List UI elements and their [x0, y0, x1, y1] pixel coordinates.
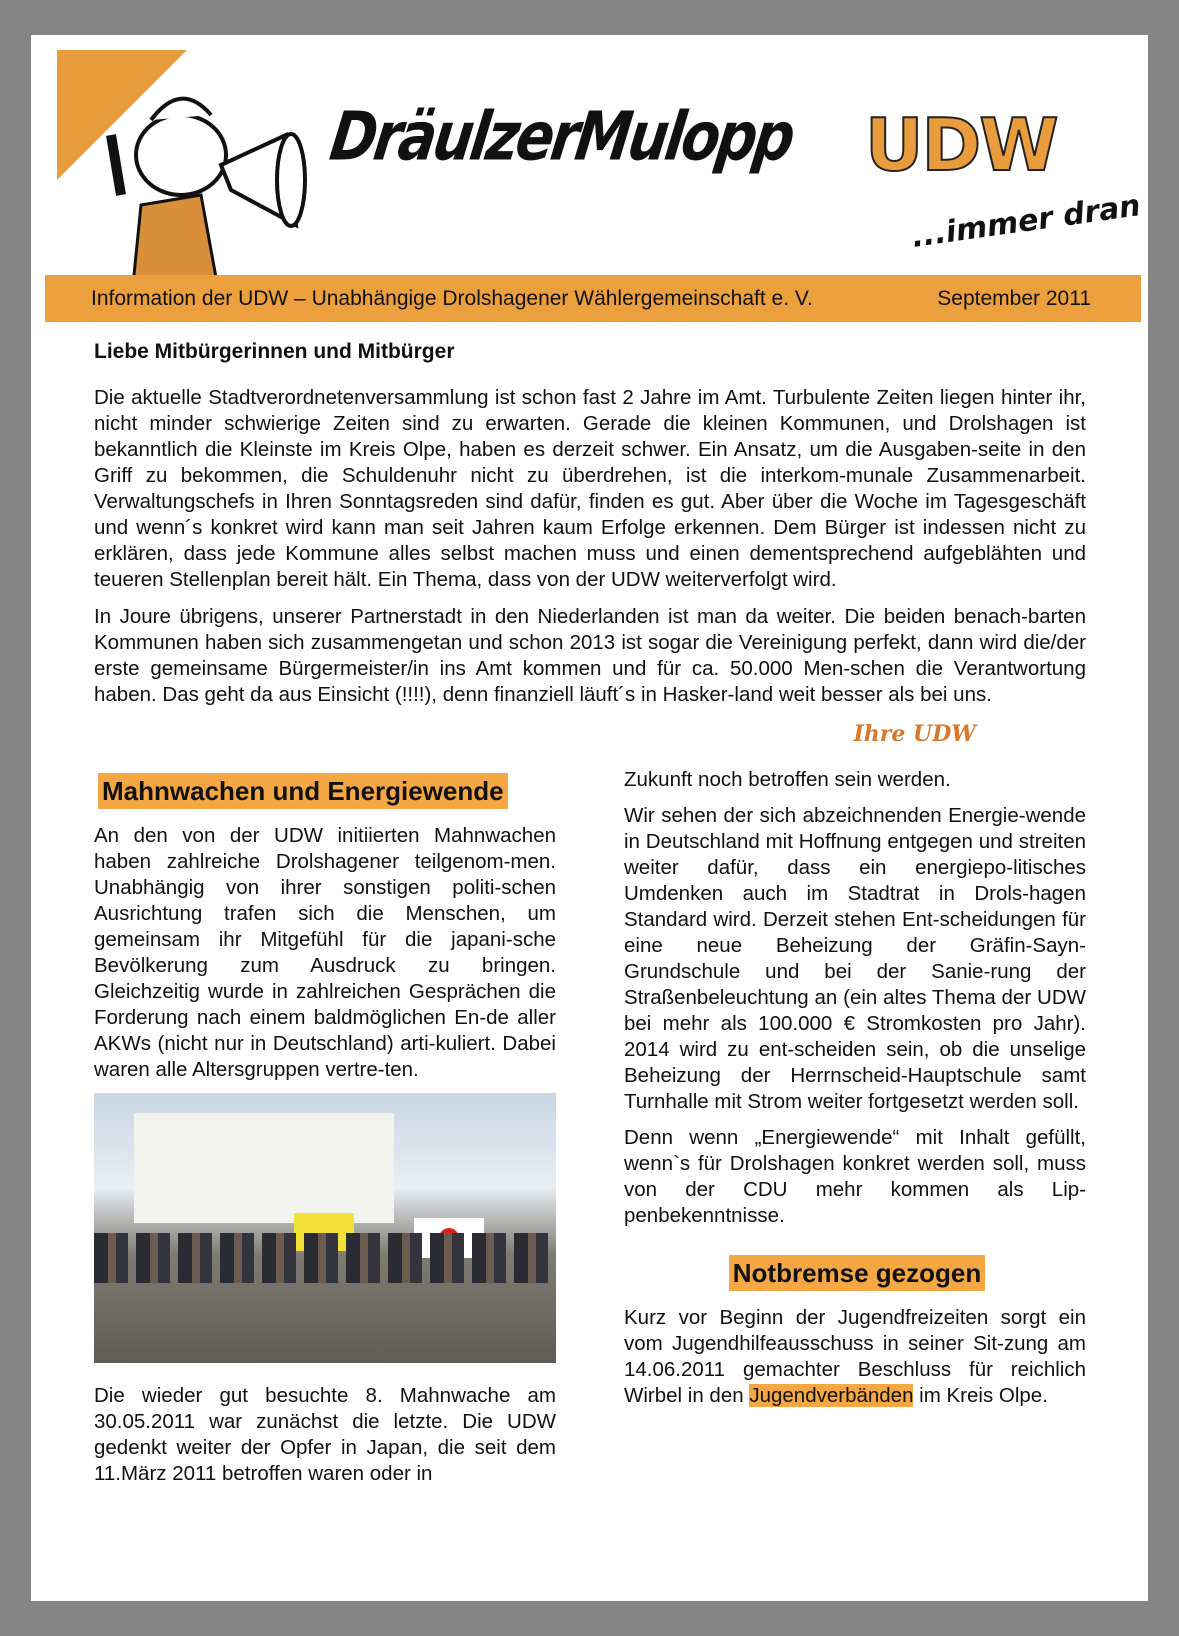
- text-run: im Kreis Olpe.: [913, 1384, 1048, 1407]
- article-paragraph: Wir sehen der sich abzeichnenden Energie-wende in Deutschland mit Hoffnung entgegen und streiten weiter dafür, dass ein energiepo-litisches Umdenken auch im Stadtrat in Drols-hagen Standard wird. Derzeit stehen Ent-scheidungen für eine neue Beheizung der Gräfin-Sayn-Grundschule und bei der Sanie-rung der Straßenbeleuchtung an (ein altes Thema der UDW bei mehr als 100.000 € Stromkosten pro Jahr). 2014 wird zu ent-scheiden sein, ob die unselige Beheizung der Herrnscheid-Hauptschule samt Turnhalle mit Strom weiter fortgesetzt werden soll.: [624, 804, 1086, 1113]
- intro-paragraph: Die aktuelle Stadtverordnetenversammlung ist schon fast 2 Jahre im Amt. Turbulente Zeiten liegen hinter ihr, nicht minder schwierige Zeiten sind zu erwarten. Gerade die kleinen Kommunen, und Drolshagen ist bekanntlich die Kleinste im Kreis Olpe, haben es derzeit schwer. Ein Ansatz, um die Ausgaben-seite in den Griff zu bekommen, die Schuldenuhr nicht zu überdrehen, ist die interkom-munale Zusammenarbeit. Verwaltungschefs in Ihren Sonntagsreden sind dafür, finden es gut. Aber über die Woche im Tagesgeschäft und wenn´s konkret wird kann man seit Jahren kaum Erfolge erkennen. Dem Bürger ist indessen nicht zu erklären, dass jede Kommune alles selbst machen muss und einen dementsprechend aufgeblähten und teueren Stellenplan bereit hält. Ein Thema, dass von der UDW weiterverfolgt wird.: [94, 386, 1086, 591]
- article-paragraph: An den von der UDW initiierten Mahnwachen haben zahlreiche Drolshagener teilgenom-men. Unabhängig von ihrer sonstigen politi-schen Ausrichtung trafen sich die Menschen, um gemeinsam ihr Mitgefühl für die japani-sche Bevölkerung zum Ausdruck zu bringen. Gleichzeitig wurde in zahlreichen Gesprächen die Forderung nach einem baldmöglichen En-de aller AKWs (nicht nur in Deutschland) arti-kuliert. Dabei waren alle Altersgruppen vertre-ten.: [94, 824, 556, 1081]
- article-heading: Notbremse gezogen: [729, 1255, 986, 1291]
- text-run: Kurz vor Beginn der Jugendfreizeiten sorgt ein vom Jugendhilfeausschuss in seiner Sit-zung am 14.06.2011 gemachter Beschluss für reichlich Wirbel in den: [624, 1306, 1086, 1407]
- mascot-megaphone-illustration: [71, 75, 331, 305]
- newsletter-page: [31, 35, 1148, 1601]
- article-columns: [94, 767, 1086, 1497]
- slogan: ...immer dran: [909, 188, 1143, 255]
- highlighted-word: Jugendverbänden: [749, 1384, 914, 1407]
- udw-logo: UDW: [865, 103, 1057, 187]
- issue-date: September 2011: [937, 287, 1091, 310]
- crowd-shape: [94, 1233, 556, 1283]
- article-paragraph: Denn wenn „Energiewende“ mit Inhalt gefüllt, wenn`s für Drolshagen konkret werden soll, muss von der CDU mehr kommen als Lip-penbekenntnisse.: [624, 1126, 1086, 1227]
- vigil-photo: [94, 1093, 556, 1363]
- article-paragraph: [624, 1305, 1086, 1409]
- publisher-info: Information der UDW – Unabhängige Drolshagener Wählergemeinschaft e. V.: [91, 287, 813, 310]
- masthead-title: DräulzerMulopp: [325, 98, 798, 177]
- info-band: [45, 275, 1141, 322]
- signature: Ihre UDW: [853, 721, 976, 747]
- article-paragraph: Die wieder gut besuchte 8. Mahnwache am 30.05.2011 war zunächst die letzte. Die UDW gedenkt weiter der Opfer in Japan, die seit dem 11.März 2011 betroffen waren oder in: [94, 1384, 556, 1485]
- content-flow: [94, 385, 1086, 1497]
- right-column: [624, 767, 1086, 1497]
- article-paragraph: Zukunft noch betroffen sein werden.: [624, 768, 951, 791]
- article-heading: Mahnwachen und Energiewende: [98, 773, 508, 809]
- left-column: [94, 767, 556, 1497]
- intro-text: [94, 385, 1086, 708]
- greeting: Liebe Mitbürgerinnen und Mitbürger: [94, 340, 455, 363]
- building-shape: [134, 1113, 394, 1223]
- intro-paragraph: In Joure übrigens, unserer Partnerstadt in den Niederlanden ist man da weiter. Die beiden benach-barten Kommunen haben sich zusammengetan und schon 2013 ist sogar die Vereinigung perfekt, dann wird die/der erste gemeinsame Bürgermeister/in ins Amt kommen und für ca. 50.000 Men-schen die Verantwortung haben. Das geht da aus Einsicht (!!!!), denn finanziell läuft´s in Hasker-land weit besser als bei uns.: [94, 605, 1086, 706]
